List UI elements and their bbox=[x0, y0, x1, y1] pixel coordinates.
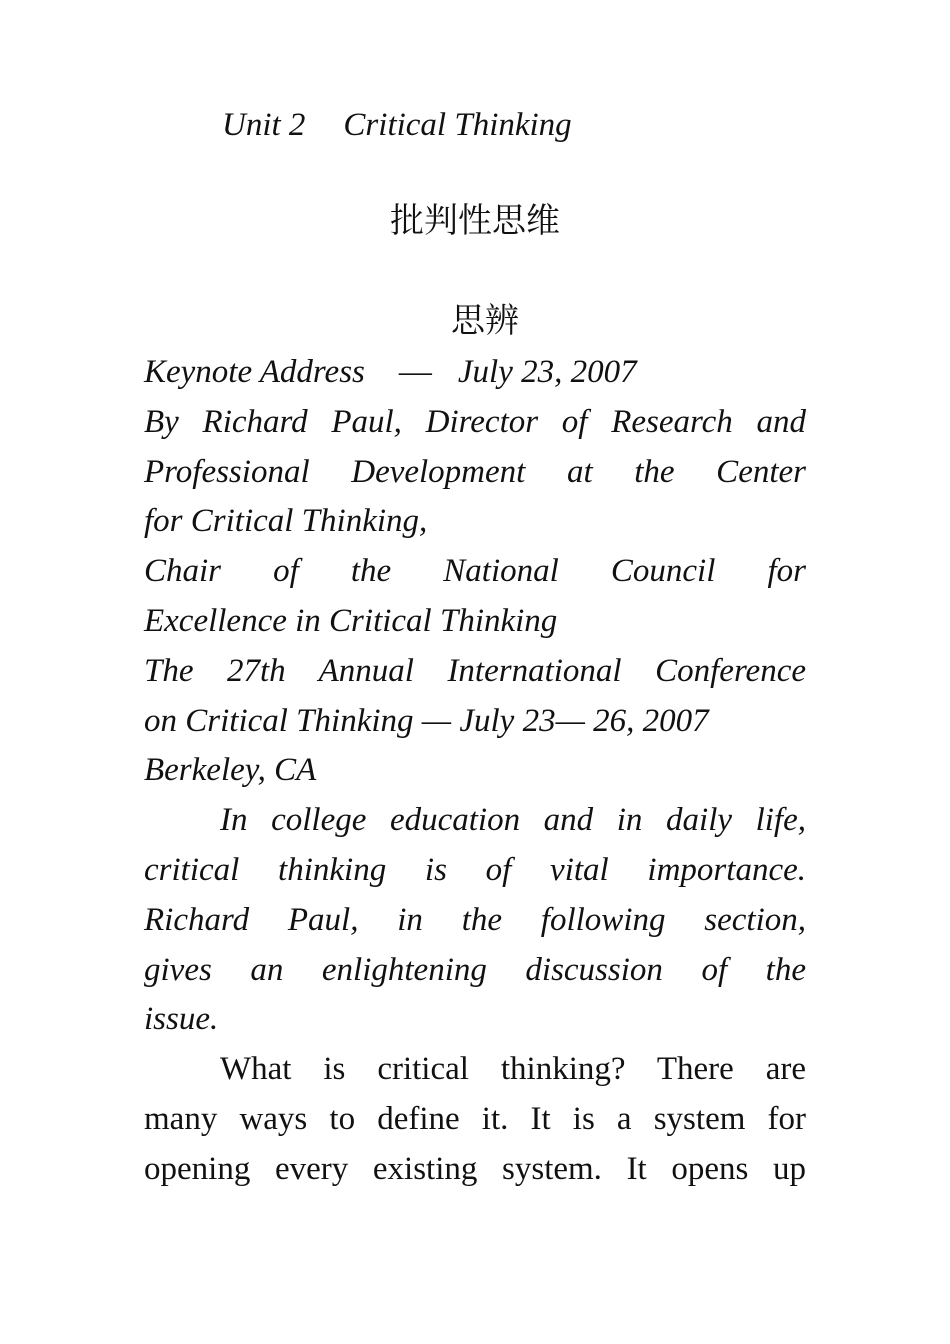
keynote-date: July 23, 2007 bbox=[457, 354, 637, 390]
credit-line: on Critical Thinking — July 23— 26, 2007 bbox=[144, 702, 709, 739]
unit-topic: Critical Thinking bbox=[343, 107, 572, 143]
credit-line: Berkeley, CA bbox=[144, 752, 317, 789]
intro-line: critical thinking is of vital importance. bbox=[144, 851, 806, 888]
body-line: many ways to define it. It is a system for bbox=[144, 1100, 806, 1137]
credit-line: Chair of the National Council for bbox=[144, 553, 806, 590]
credit-line: The 27th Annual International Conference bbox=[144, 652, 806, 689]
unit-heading bbox=[222, 100, 572, 150]
credit-line: Excellence in Critical Thinking bbox=[144, 602, 558, 639]
body-line: What is critical thinking? There are bbox=[220, 1051, 806, 1088]
keynote-label: Keynote Address bbox=[144, 354, 365, 390]
credit-line: for Critical Thinking, bbox=[144, 503, 428, 540]
unit-number: Unit 2 bbox=[222, 107, 306, 143]
keynote-dash: — bbox=[398, 354, 432, 390]
intro-line: In college education and in daily life, bbox=[220, 802, 806, 839]
credit-line: By Richard Paul, Director of Research and bbox=[144, 403, 806, 440]
article-body bbox=[144, 348, 806, 1195]
intro-line: issue. bbox=[144, 1001, 219, 1038]
keynote-line bbox=[144, 348, 806, 398]
intro-line: Richard Paul, in the following section, bbox=[144, 901, 806, 938]
body-line: opening every existing system. It opens up bbox=[144, 1150, 806, 1187]
chinese-subtitle: 思辨 bbox=[451, 301, 519, 341]
credit-line: Professional Development at the Center bbox=[144, 453, 806, 490]
chinese-title: 批判性思维 bbox=[390, 201, 560, 241]
intro-line: gives an enlightening discussion of the bbox=[144, 951, 806, 988]
